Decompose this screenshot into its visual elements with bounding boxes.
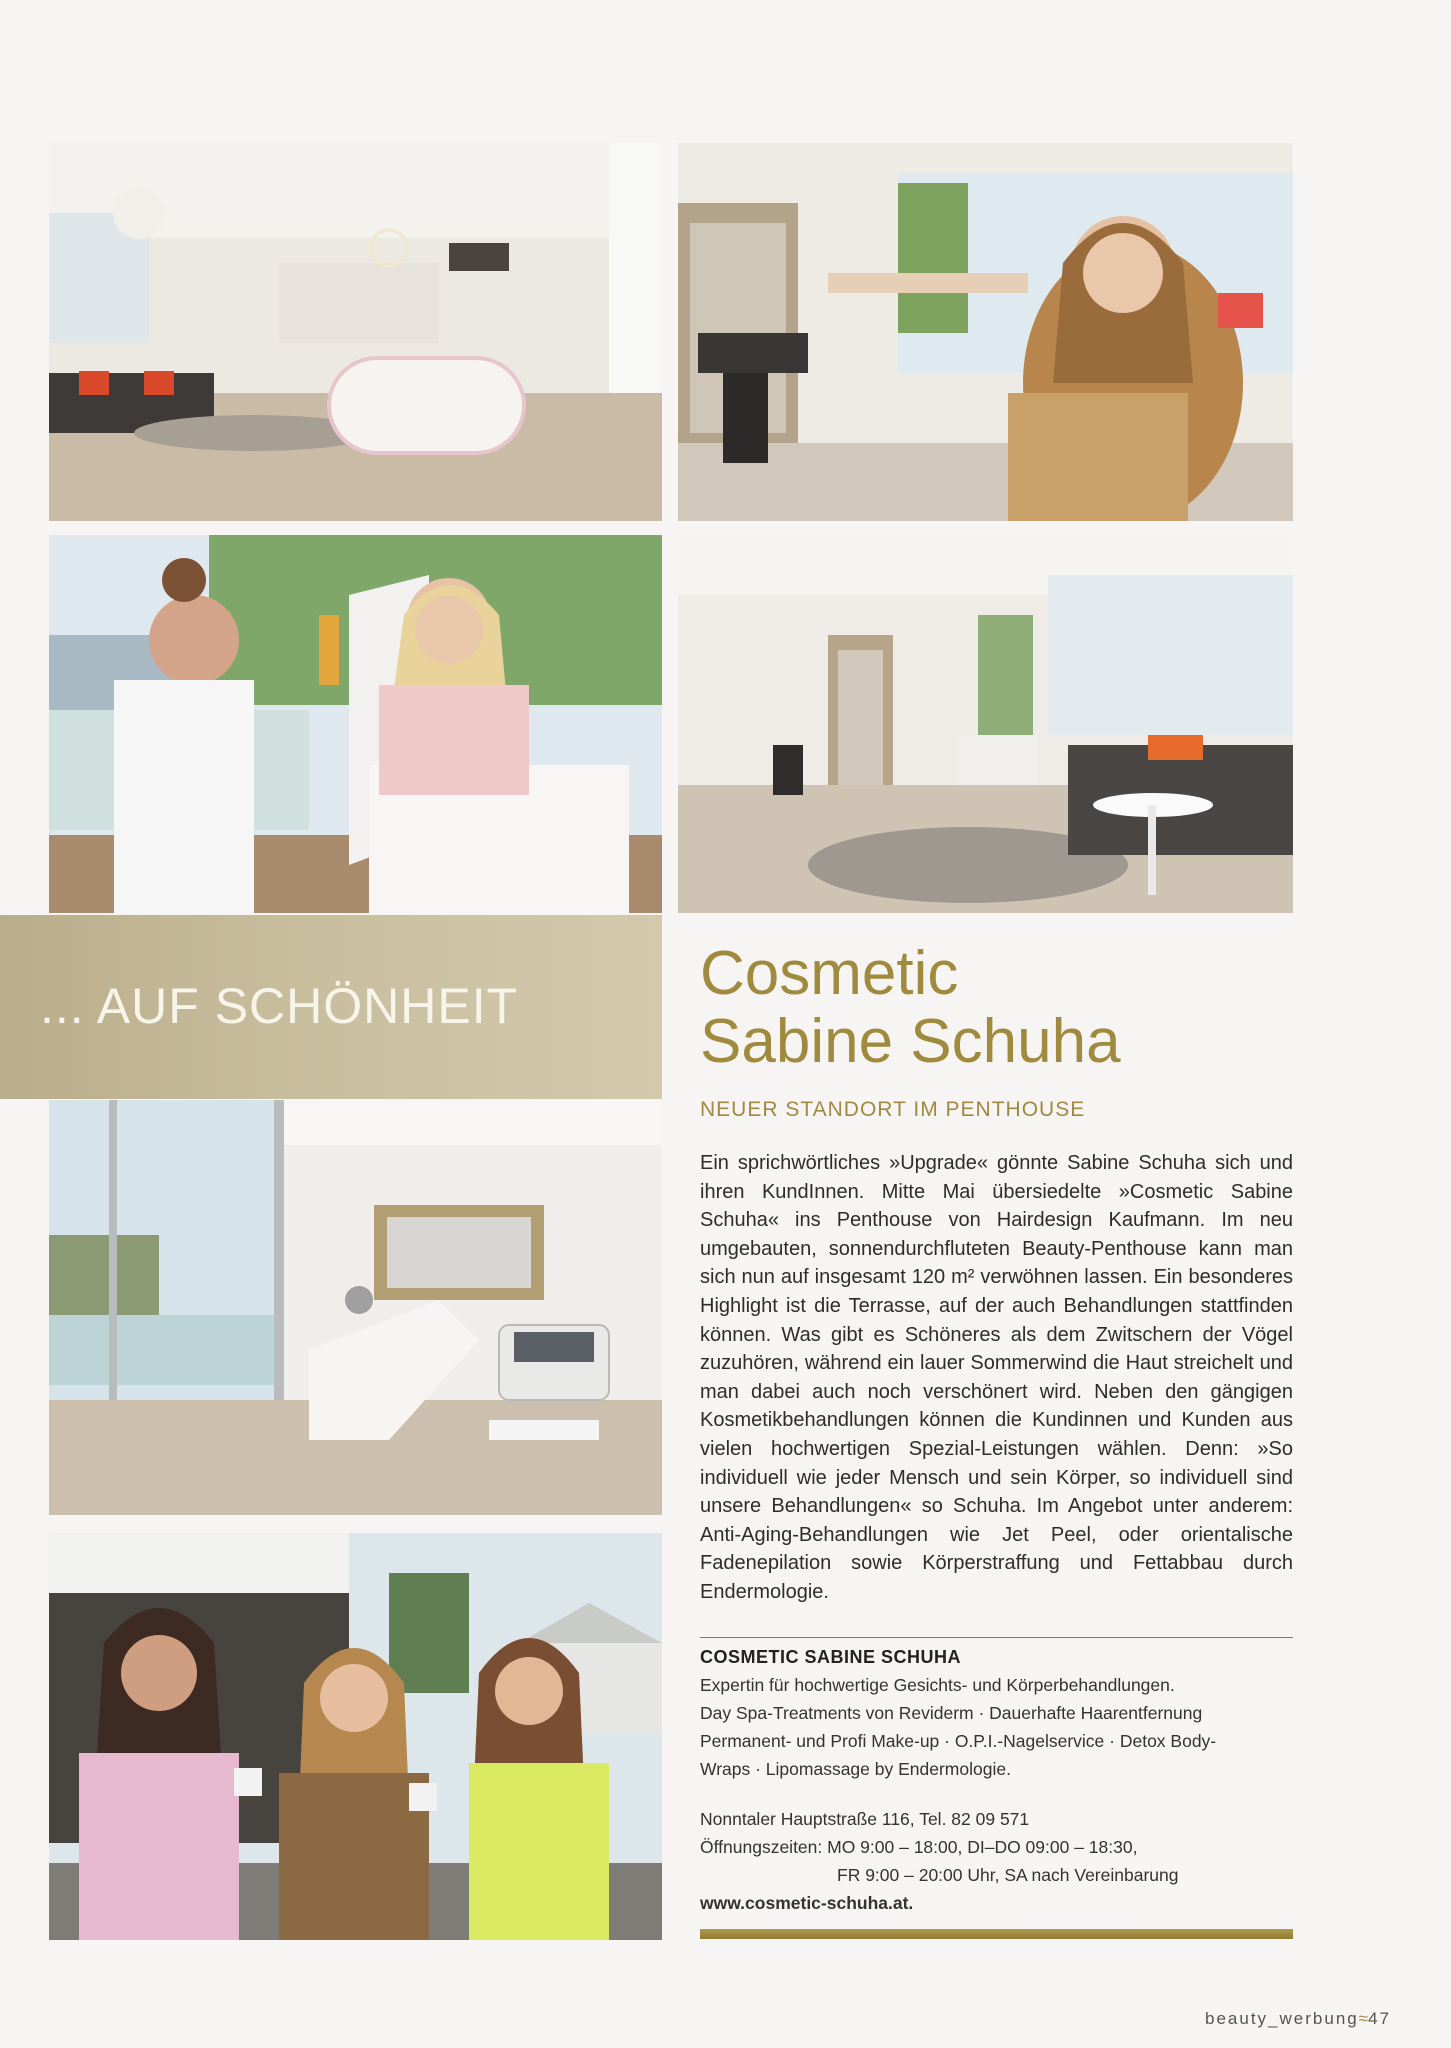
article-subtitle: NEUER STANDORT IM PENTHOUSE (700, 1098, 1086, 1121)
photo-three-women (49, 1533, 662, 1940)
section-banner (0, 915, 662, 1099)
info-address: Nonntaler Hauptstraße 116, Tel. 82 09 571 (700, 1809, 1030, 1829)
article-title-line-1: Cosmetic (700, 939, 959, 1008)
gold-divider (700, 1929, 1293, 1939)
page-footer (1205, 2009, 1391, 2029)
divider-line (700, 1637, 1293, 1638)
info-line-3: Permanent- und Profi Make-up · O.P.I.-Nagelservice · Detox Body- (700, 1731, 1217, 1751)
wave-icon: ≈ (1358, 2009, 1369, 2028)
article-title-line-2: Sabine Schuha (700, 1007, 1121, 1076)
photo-terrace-treatment (49, 535, 662, 913)
info-line-1: Expertin für hochwertige Gesichts- und Körperbehandlungen. (700, 1675, 1175, 1695)
page-number: 47 (1368, 2009, 1391, 2028)
article-title (700, 940, 1300, 1076)
footer-section-label: beauty_werbung (1205, 2009, 1359, 2028)
info-website-link[interactable]: www.cosmetic-schuha.at. (700, 1893, 914, 1913)
info-line-2: Day Spa-Treatments von Reviderm · Dauerhafte Haarentfernung (700, 1703, 1203, 1723)
photo-salon-reception (49, 143, 662, 521)
info-box-title: COSMETIC SABINE SCHUHA (700, 1647, 962, 1667)
photo-treatment-room (49, 1100, 662, 1515)
info-hours-2: FR 9:00 – 20:00 Uhr, SA nach Vereinbarung (837, 1865, 1179, 1885)
info-line-4: Wraps · Lipomassage by Endermologie. (700, 1759, 1011, 1779)
banner-text: ... AUF SCHÖNHEIT (40, 978, 519, 1034)
photo-owner-showroom (678, 143, 1293, 521)
article-body: Ein sprichwörtliches »Upgrade« gönnte Sabine Schuha sich und ihren KundInnen. Mitte Mai übersiedelte »Cosmetic Sabine Schuha« ins Penthouse von Hairdesign Kaufmann. Im neu umgebauten, sonnendurchfluteten Beauty-Penthouse kann man sich nun auf insgesamt 120 m² verwöhnen lassen. Ein besonderes Highlight ist die Terrasse, auf der auch Behandlungen stattfinden können. Was gibt es Schöneres als dem Zwitschern der Vögel zuzuhören, während ein lauer Sommerwind die Haut streichelt und man dabei auch noch verschönert wird. Neben den gängigen Kosmetikbehandlungen können die Kundinnen und Kunden aus vielen hochwertigen Spezial-Leistungen wählen. Denn: »So individuell wie jeder Mensch und sein Körper, so individuell sind unsere Behandlungen« so Schuha. Im Angebot unter anderem: Anti-Aging-Behandlungen wie Jet Peel, oder orientalische Fadenepilation sowie Körperstraffung und Fettabbau durch Endermologie. (700, 1152, 1293, 1603)
photo-lounge-room (678, 535, 1293, 913)
info-hours-1: Öffnungszeiten: MO 9:00 – 18:00, DI–DO 09:00 – 18:30, (700, 1837, 1138, 1857)
